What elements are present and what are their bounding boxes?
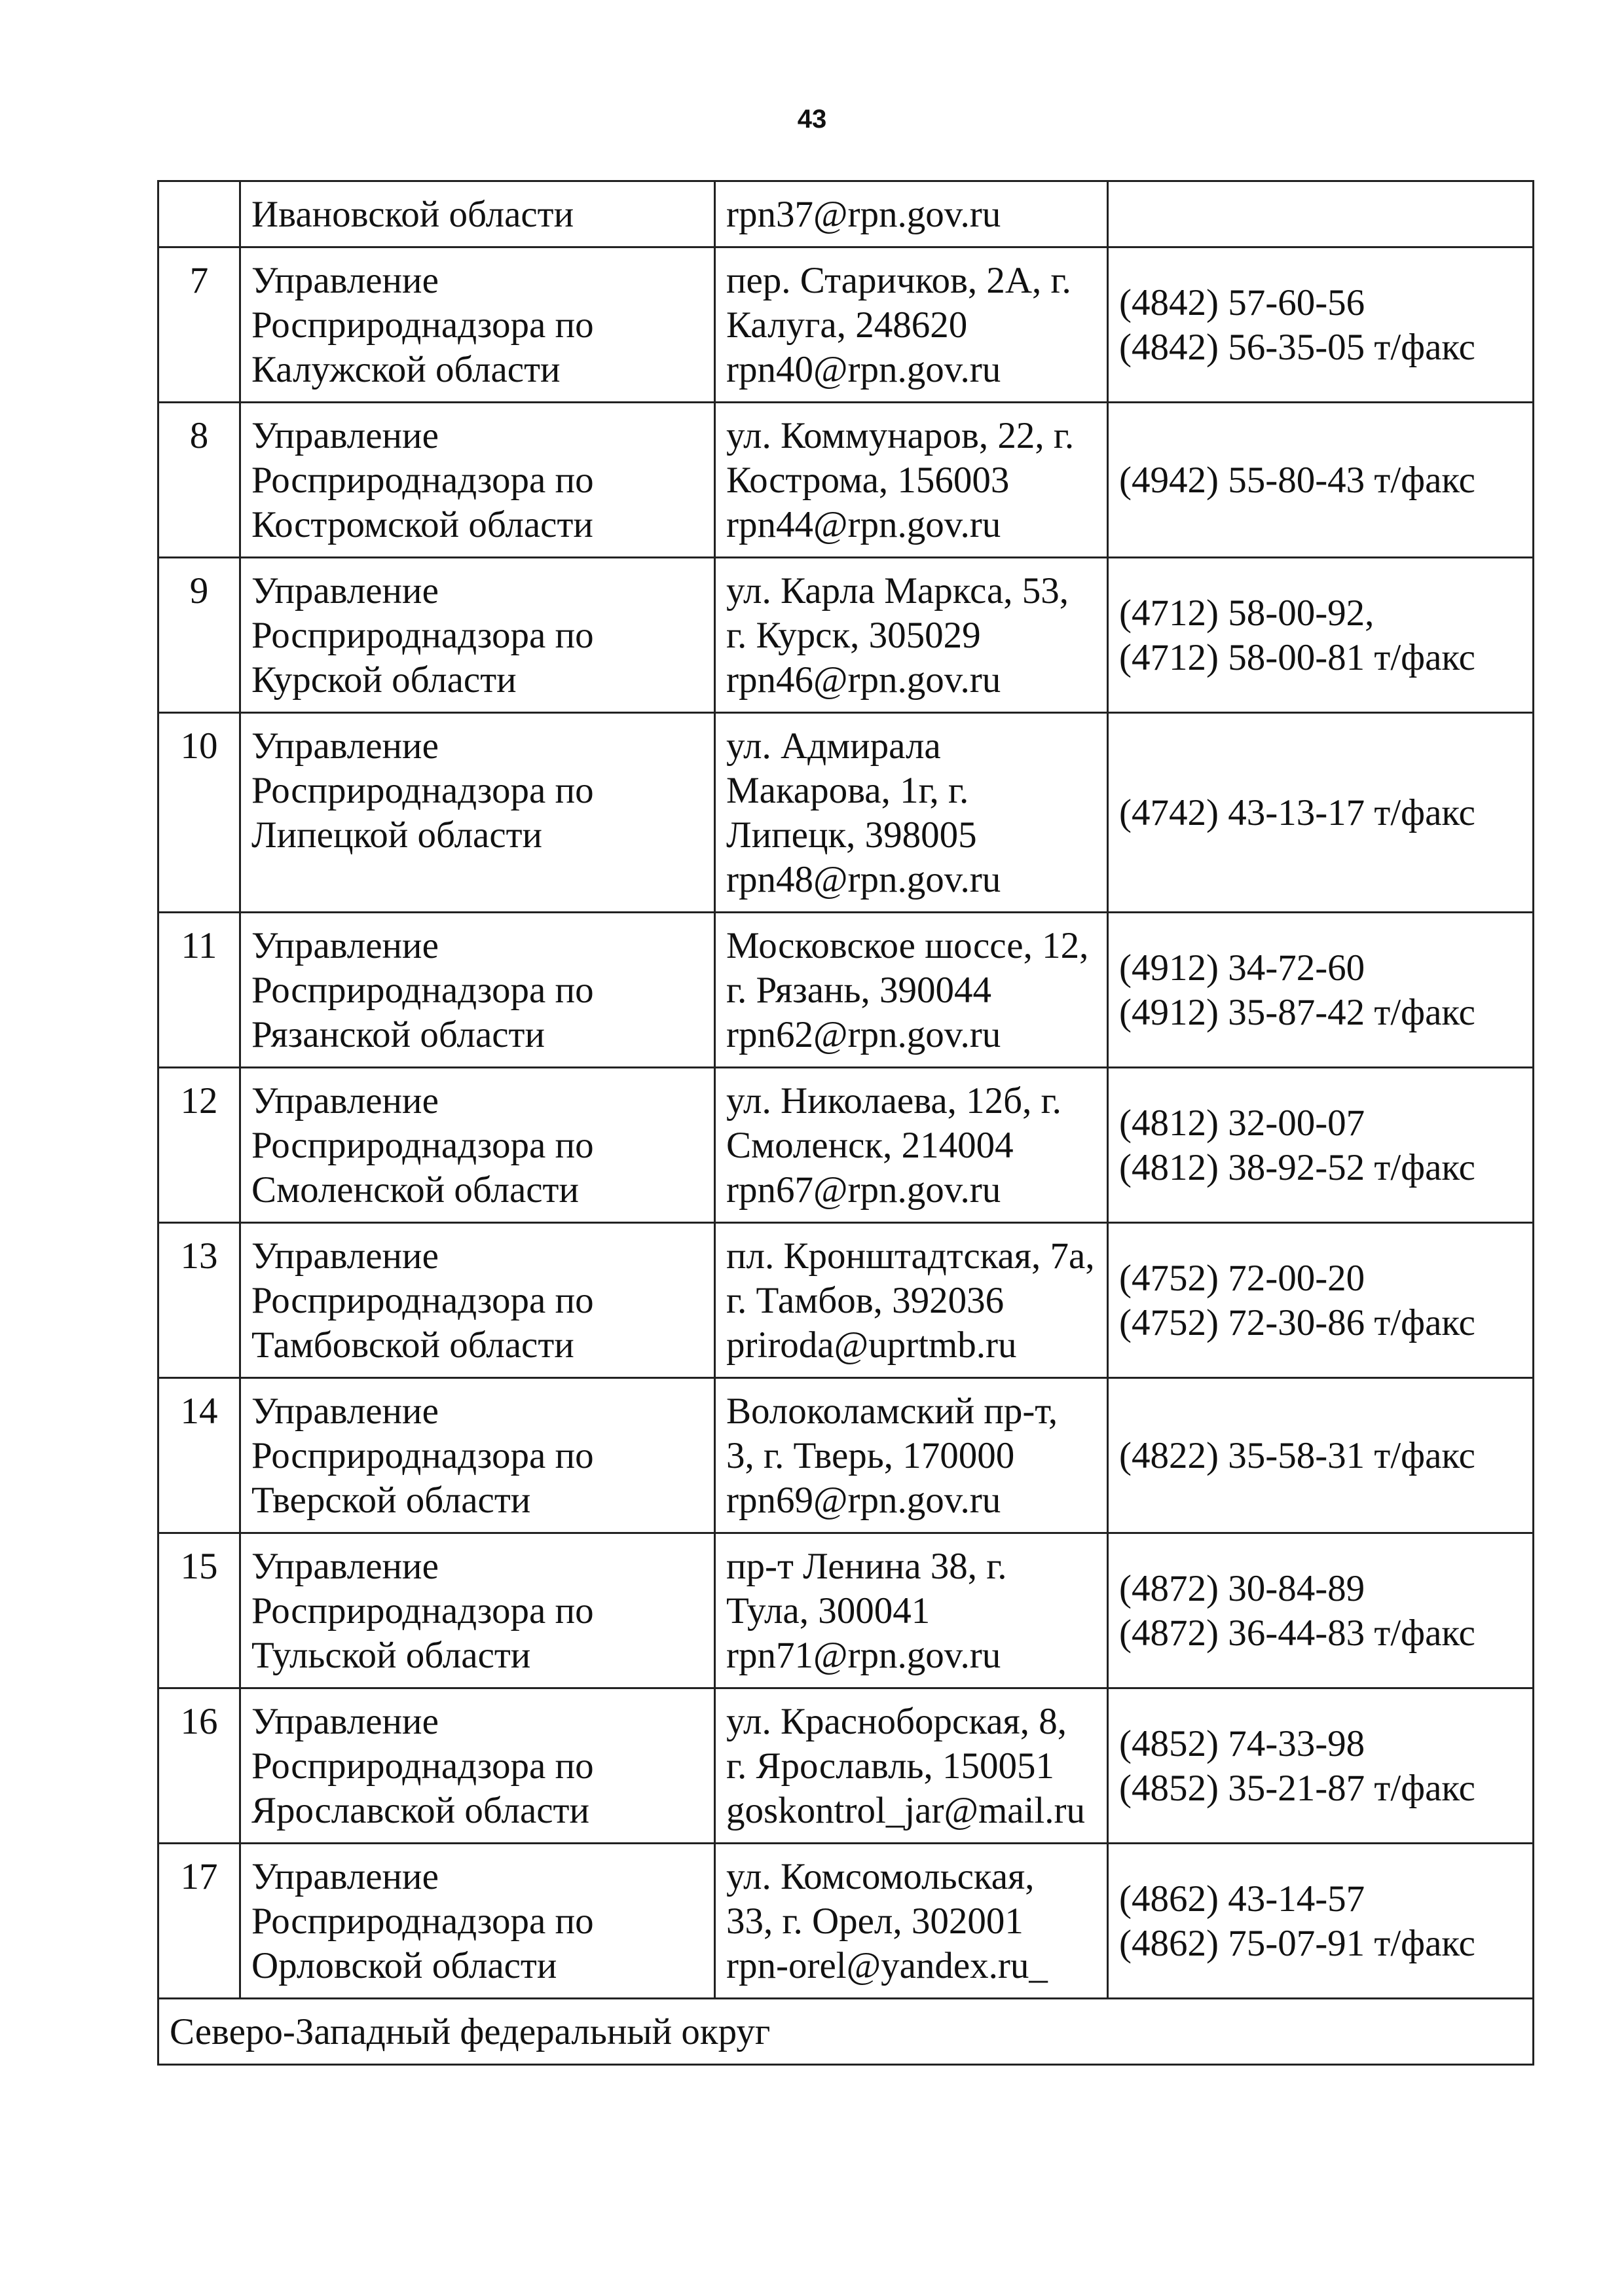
office-name-line: Липецкой области — [251, 814, 543, 856]
addr-cell — [715, 1068, 1108, 1223]
row-number: 9 — [158, 558, 240, 713]
phone-line: (4862) 43-14-57 — [1119, 1878, 1365, 1920]
name-cell — [240, 913, 715, 1068]
address-line: ул. Красноборская, 8, — [726, 1701, 1067, 1742]
row-number: 8 — [158, 403, 240, 558]
phone-cell — [1108, 403, 1534, 558]
row-number: 11 — [158, 913, 240, 1068]
phone-line: (4742) 43-13-17 т/факс — [1119, 792, 1475, 833]
row-number: 17 — [158, 1844, 240, 1999]
name-cell — [240, 403, 715, 558]
address-line: Тула, 300041 — [726, 1590, 931, 1631]
addr-cell — [715, 1533, 1108, 1688]
phone-line: (4812) 38-92-52 т/факс — [1119, 1147, 1475, 1188]
address-line: г. Рязань, 390044 — [726, 970, 992, 1011]
table-row — [158, 913, 1534, 1068]
name-cell — [240, 1844, 715, 1999]
address-line[interactable]: rpn69@rpn.gov.ru — [726, 1480, 1001, 1521]
office-name-line: Рязанской области — [251, 1014, 545, 1055]
office-name-line: Орловской области — [251, 1945, 557, 1986]
address-line[interactable]: rpn-orel@yandex.ru_ — [726, 1945, 1048, 1986]
addr-cell — [715, 1688, 1108, 1844]
phone-cell — [1108, 181, 1534, 247]
name-cell — [240, 713, 715, 913]
office-name-line: Управление — [251, 1546, 439, 1587]
office-name-line: Ярославской области — [251, 1790, 589, 1831]
phone-cell — [1108, 1688, 1534, 1844]
address-line: г. Ярославль, 150051 — [726, 1745, 1055, 1787]
phone-line: (4712) 58-00-92, — [1119, 592, 1375, 634]
office-name-line: Курской области — [251, 659, 517, 701]
table-row — [158, 1688, 1534, 1844]
phone-line: (4872) 36-44-83 т/факс — [1119, 1613, 1475, 1654]
phone-cell — [1108, 713, 1534, 913]
office-name-line: Росприроднадзора по — [251, 1745, 594, 1787]
addr-cell — [715, 1844, 1108, 1999]
row-number: 12 — [158, 1068, 240, 1223]
table-row — [158, 247, 1534, 403]
address-line: ул. Николаева, 12б, г. — [726, 1080, 1061, 1121]
addr-cell — [715, 1223, 1108, 1378]
name-cell — [240, 1223, 715, 1378]
address-line: Калуга, 248620 — [726, 304, 968, 346]
name-cell — [240, 247, 715, 403]
addr-cell — [715, 1378, 1108, 1533]
address-line[interactable]: rpn62@rpn.gov.ru — [726, 1014, 1001, 1055]
addr-cell — [715, 913, 1108, 1068]
page-number: 43 — [797, 105, 827, 134]
office-name-line: Управление — [251, 725, 439, 767]
addr-cell — [715, 713, 1108, 913]
office-name-line: Управление — [251, 925, 439, 966]
office-name-line: Росприроднадзора по — [251, 460, 594, 501]
name-cell — [240, 1533, 715, 1688]
row-number — [158, 181, 240, 247]
address-line: ул. Адмирала — [726, 725, 941, 767]
table-row — [158, 403, 1534, 558]
address-line: пер. Старичков, 2А, г. — [726, 260, 1071, 301]
phone-cell — [1108, 1378, 1534, 1533]
phone-line: (4852) 35-21-87 т/факс — [1119, 1768, 1475, 1809]
office-name-line: Костромской области — [251, 504, 593, 545]
office-name-line: Росприроднадзора по — [251, 770, 594, 811]
phone-cell — [1108, 1844, 1534, 1999]
office-name-line: Калужской области — [251, 349, 561, 390]
address-line: пр-т Ленина 38, г. — [726, 1546, 1007, 1587]
contacts-table-body — [158, 181, 1534, 2065]
office-name-line: Смоленской области — [251, 1169, 579, 1211]
office-name-line: Управление — [251, 1235, 439, 1277]
phone-line: (4752) 72-00-20 — [1119, 1258, 1365, 1299]
phone-cell — [1108, 913, 1534, 1068]
address-line: 33, г. Орел, 302001 — [726, 1901, 1024, 1942]
address-line[interactable]: rpn71@rpn.gov.ru — [726, 1635, 1001, 1676]
office-name-line: Управление — [251, 1391, 439, 1432]
phone-line: (4842) 57-60-56 — [1119, 282, 1365, 323]
address-line[interactable]: priroda@uprtmb.ru — [726, 1324, 1017, 1366]
phone-cell — [1108, 1068, 1534, 1223]
office-name-line: Тульской области — [251, 1635, 531, 1676]
name-cell — [240, 181, 715, 247]
address-line[interactable]: rpn40@rpn.gov.ru — [726, 349, 1001, 390]
table-row — [158, 1068, 1534, 1223]
phone-line: (4872) 30-84-89 — [1119, 1568, 1365, 1609]
contacts-table — [157, 180, 1534, 2066]
addr-cell — [715, 181, 1108, 247]
address-line: г. Тамбов, 392036 — [726, 1280, 1005, 1321]
row-number: 15 — [158, 1533, 240, 1688]
row-number: 14 — [158, 1378, 240, 1533]
address-line: Липецк, 398005 — [726, 814, 977, 856]
name-cell — [240, 558, 715, 713]
office-name-line: Тверской области — [251, 1480, 531, 1521]
addr-cell — [715, 403, 1108, 558]
phone-cell — [1108, 1533, 1534, 1688]
address-line: ул. Коммунаров, 22, г. — [726, 415, 1075, 456]
phone-line: (4942) 55-80-43 т/факс — [1119, 460, 1475, 501]
office-name-line: Росприроднадзора по — [251, 1901, 594, 1942]
row-number: 7 — [158, 247, 240, 403]
office-name-line: Управление — [251, 570, 439, 611]
table-row — [158, 1533, 1534, 1688]
address-line: Смоленск, 214004 — [726, 1125, 1014, 1166]
office-name-line: Росприроднадзора по — [251, 970, 594, 1011]
row-number: 10 — [158, 713, 240, 913]
office-name-line: Росприроднадзора по — [251, 615, 594, 656]
phone-line: (4912) 34-72-60 — [1119, 947, 1365, 989]
phone-cell — [1108, 247, 1534, 403]
phone-line: (4822) 35-58-31 т/факс — [1119, 1435, 1475, 1476]
phone-cell — [1108, 1223, 1534, 1378]
address-line: пл. Кронштадтская, 7а, — [726, 1235, 1095, 1277]
office-name-line: Управление — [251, 1701, 439, 1742]
address-line: г. Курск, 305029 — [726, 615, 981, 656]
office-name-line: Росприроднадзора по — [251, 1280, 594, 1321]
address-line[interactable]: rpn44@rpn.gov.ru — [726, 504, 1001, 545]
office-name-line: Управление — [251, 1080, 439, 1121]
address-line: ул. Комсомольская, — [726, 1856, 1035, 1897]
name-cell — [240, 1688, 715, 1844]
office-name-line: Тамбовской области — [251, 1324, 574, 1366]
table-row — [158, 1844, 1534, 1999]
office-name-line: Росприроднадзора по — [251, 1590, 594, 1631]
name-cell — [240, 1068, 715, 1223]
address-line: Волоколамский пр-т, — [726, 1391, 1058, 1432]
name-cell — [240, 1378, 715, 1533]
office-name-line: Управление — [251, 1856, 439, 1897]
table-row — [158, 1378, 1534, 1533]
phone-line: (4852) 74-33-98 — [1119, 1723, 1365, 1764]
phone-line: (4912) 35-87-42 т/факс — [1119, 992, 1475, 1033]
address-line[interactable]: rpn37@rpn.gov.ru — [726, 194, 1001, 235]
office-name-line: Управление — [251, 415, 439, 456]
phone-line: (4712) 58-00-81 т/факс — [1119, 637, 1475, 678]
table-row — [158, 181, 1534, 247]
district-heading: Северо-Западный федеральный округ — [158, 1999, 1534, 2065]
row-number: 13 — [158, 1223, 240, 1378]
address-line: Кострома, 156003 — [726, 460, 1010, 501]
addr-cell — [715, 558, 1108, 713]
address-line: Макарова, 1г, г. — [726, 770, 969, 811]
phone-line: (4752) 72-30-86 т/факс — [1119, 1302, 1475, 1343]
table-row — [158, 558, 1534, 713]
office-name-line: Росприроднадзора по — [251, 1435, 594, 1476]
address-line[interactable]: rpn48@rpn.gov.ru — [726, 859, 1001, 900]
office-name-line: Росприроднадзора по — [251, 304, 594, 346]
addr-cell — [715, 247, 1108, 403]
address-line[interactable]: rpn46@rpn.gov.ru — [726, 659, 1001, 701]
office-name-line: Управление — [251, 260, 439, 301]
office-name-line: Ивановской области — [251, 194, 574, 235]
phone-cell — [1108, 558, 1534, 713]
address-line[interactable]: goskontrol_jar@mail.ru — [726, 1790, 1085, 1831]
address-line[interactable]: rpn67@rpn.gov.ru — [726, 1169, 1001, 1211]
phone-line: (4812) 32-00-07 — [1119, 1102, 1365, 1144]
address-line: ул. Карла Маркса, 53, — [726, 570, 1069, 611]
row-number: 16 — [158, 1688, 240, 1844]
address-line: Московское шоссе, 12, — [726, 925, 1089, 966]
phone-line: (4862) 75-07-91 т/факс — [1119, 1923, 1475, 1964]
table-row — [158, 713, 1534, 913]
table-row — [158, 1223, 1534, 1378]
district-row — [158, 1999, 1534, 2065]
office-name-line: Росприроднадзора по — [251, 1125, 594, 1166]
address-line: 3, г. Тверь, 170000 — [726, 1435, 1015, 1476]
phone-line: (4842) 56-35-05 т/факс — [1119, 327, 1475, 368]
